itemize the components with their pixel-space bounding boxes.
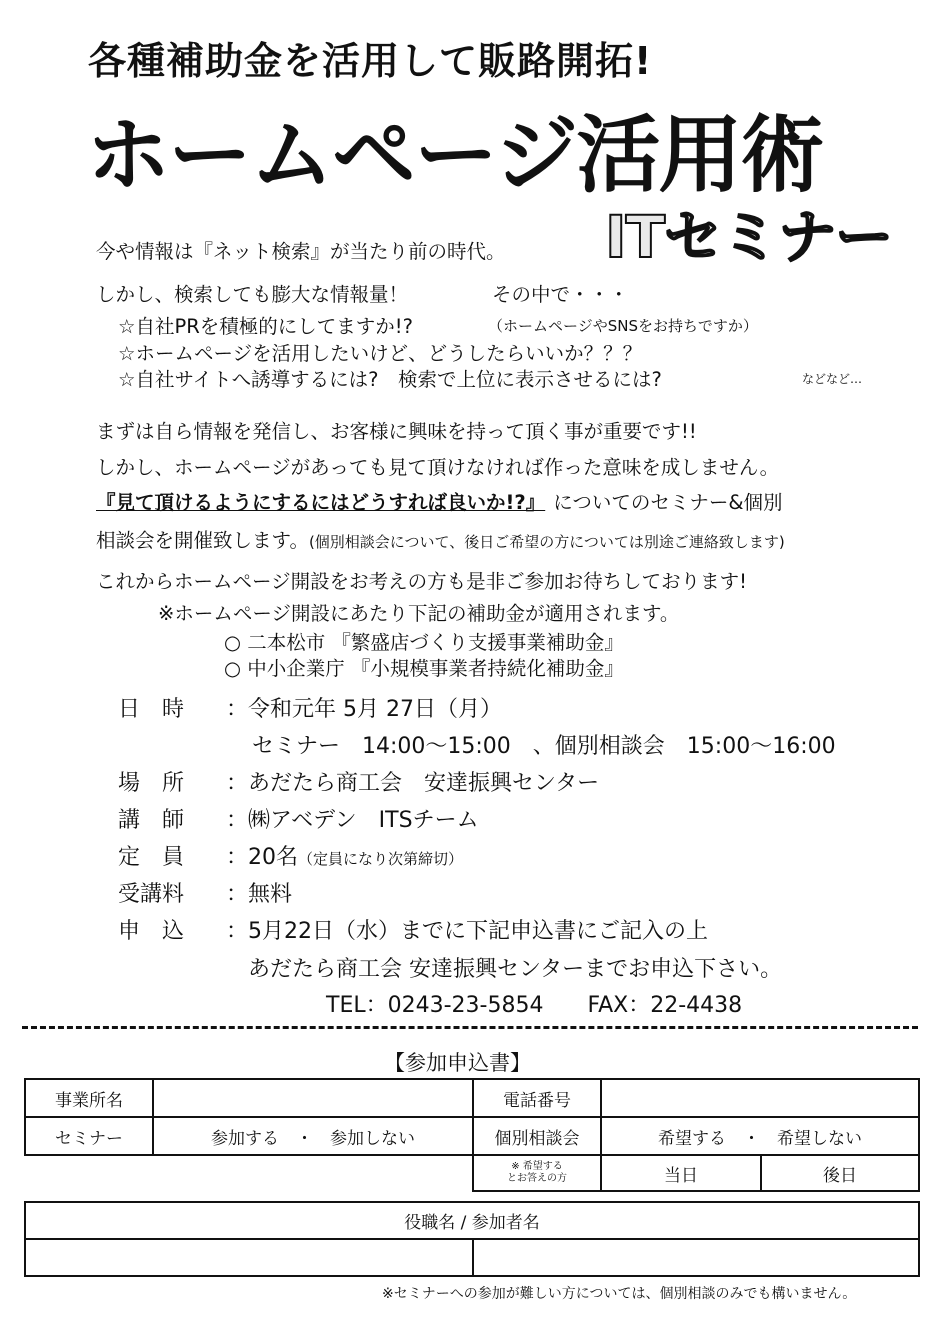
fee-label: 受講料 (118, 882, 185, 907)
body-paragraph-4-note: (個別相談会について、後日ご希望の方については別途ご連絡致します) (308, 533, 785, 551)
participant-input-row (25, 1239, 919, 1276)
dashed-cut-line (22, 1026, 918, 1029)
capacity-number: ：20名 (226, 845, 298, 870)
form-row-seminar (25, 1117, 919, 1155)
consult-label: 個別相談会 (473, 1117, 601, 1155)
date-label: 日 時 (118, 697, 185, 722)
intro-bullet-2: ☆ホームページを活用したいけど、どうしたらいいか？？？ (118, 342, 643, 365)
form-footnote: ※セミナーへの参加が難しい方については、個別相談のみでも構いません。 (382, 1286, 857, 1302)
main-title: ホームページ活用術 (86, 106, 823, 204)
contact-line: TEL：0243-23-5854 FAX：22-4438 (326, 993, 743, 1018)
participant-field-2[interactable] (473, 1239, 919, 1276)
application-form-table (24, 1078, 920, 1192)
lecturer-value: ：㈱アベデン ITSチーム (226, 808, 479, 833)
subtitle-it-seminar: ITセミナー (605, 203, 893, 271)
intro-bullet-1: ☆自社PRを積極的にしてますか!? (118, 315, 413, 338)
body-paragraph-4 (96, 525, 785, 553)
later-day-option[interactable]: 後日 (761, 1155, 919, 1191)
seminar-label: セミナー (25, 1117, 153, 1155)
body-paragraph-3-emphasis: 『見て頂けるようにするにはどうすれば良いか!?』 (96, 491, 546, 514)
intro-bullet-1-note: （ホームページやSNSをお持ちですか） (488, 317, 758, 335)
form-title: 【参加申込書】 (384, 1051, 531, 1075)
form-row-business (25, 1079, 919, 1117)
phone-field[interactable] (601, 1079, 919, 1117)
intro-bullet-3: ☆自社サイトへ誘導するには? 検索で上位に表示させるには? (118, 368, 662, 391)
seminar-options[interactable]: 参加する ・ 参加しない (153, 1117, 473, 1155)
position-name-label: 役職名 / 参加者名 (25, 1202, 919, 1239)
form-row-consult-day (25, 1155, 919, 1191)
subsidy-item-2: ○ 中小企業庁 『小規模事業者持続化補助金』 (224, 657, 624, 680)
body-paragraph-3-rest: についてのセミナー&個別 (553, 491, 783, 514)
apply-label: 申 込 (118, 919, 185, 944)
body-paragraph-5: これからホームページ開設をお考えの方も是非ご参加お待ちしております! (96, 570, 747, 593)
consult-options[interactable]: 希望する ・ 希望しない (601, 1117, 919, 1155)
body-paragraph-2: しかし、ホームページがあっても見て頂けなければ作った意味を成しません。 (96, 456, 780, 479)
subsidy-item-1: ○ 二本松市 『繁盛店づくり支援事業補助金』 (224, 631, 624, 654)
blank-cell-left (25, 1155, 153, 1191)
apply-value-1: ：5月22日（水）までに下記申込書にご記入の上 (226, 919, 708, 944)
kicker-headline: 各種補助金を活用して販路開拓! (88, 39, 653, 83)
time-value: セミナー 14:00～15:00 、個別相談会 15:00～16:00 (252, 734, 836, 759)
participant-header-row (25, 1202, 919, 1239)
capacity-note: （定員になり次第締切） (298, 850, 464, 868)
blank-cell-mid (153, 1155, 473, 1191)
place-value: ：あだたら商工会 安達振興センター (226, 771, 600, 796)
intro-line-2a: しかし、検索しても膨大な情報量！ (96, 283, 409, 306)
lecturer-label: 講 師 (118, 808, 185, 833)
body-paragraph-4-main: 相談会を開催致します。 (96, 529, 309, 552)
capacity-value (226, 840, 463, 871)
date-value: ：令和元年 5月 27日（月） (226, 697, 502, 722)
place-label: 場 所 (118, 771, 185, 796)
business-name-label: 事業所名 (25, 1079, 153, 1117)
business-name-field[interactable] (153, 1079, 473, 1117)
subsidy-intro: ※ホームページ開設にあたり下記の補助金が適用されます。 (158, 602, 680, 625)
same-day-option[interactable]: 当日 (601, 1155, 761, 1191)
participant-field-1[interactable] (25, 1239, 473, 1276)
phone-label: 電話番号 (473, 1079, 601, 1117)
intro-line-1: 今や情報は『ネット検索』が当たり前の時代。 (96, 240, 506, 263)
body-paragraph-1: まずは自ら情報を発信し、お客様に興味を持って頂く事が重要です!! (96, 420, 697, 443)
intro-line-2b: その中で・・・ (492, 283, 629, 306)
participant-table (24, 1201, 920, 1277)
fee-value: ：無料 (226, 882, 293, 907)
body-paragraph-3 (96, 487, 783, 515)
consult-note: ※ 希望する とお答えの方 (473, 1155, 601, 1191)
capacity-label: 定 員 (118, 845, 185, 870)
apply-value-2: あだたら商工会 安達振興センターまでお申込下さい。 (248, 957, 783, 982)
intro-bullet-3-note: などなど… (802, 372, 863, 386)
